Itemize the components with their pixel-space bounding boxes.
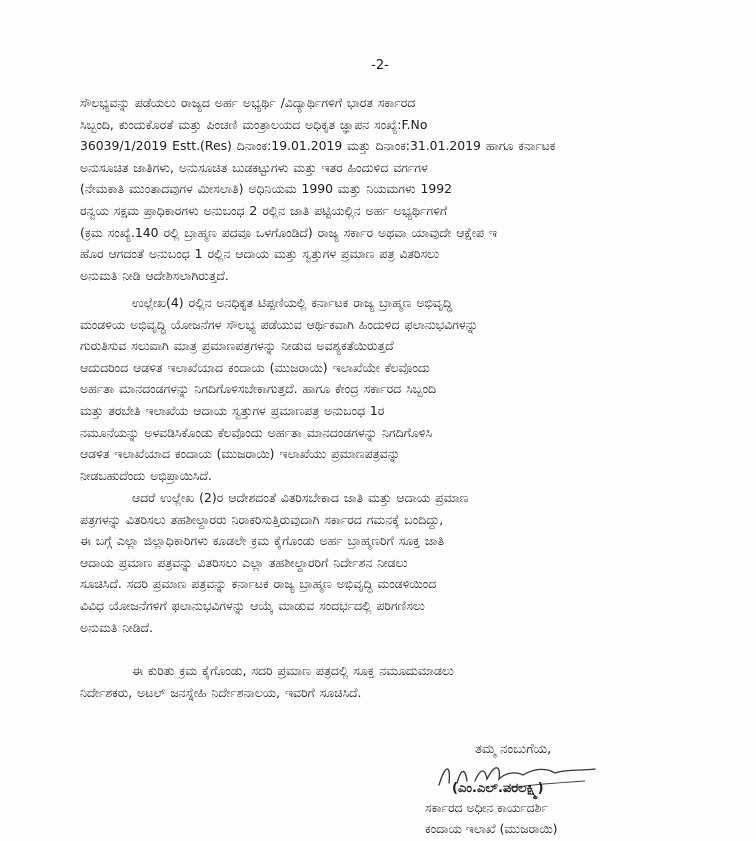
paragraph-line: ಅನುಮತಿ ನೀಡಿದೆ.	[80, 619, 153, 635]
paragraph-line: ಈ ಬಗ್ಗೆ ಎಲ್ಲಾ ಜಿಲ್ಲಾಧಿಕಾರಿಗಳು ಕೂಡಲೇ ಕ್ರಮ ಕೈಗೊಂಡು ಅರ್ಹ ಬ್ರಾಹ್ಮಣರಿಗೆ ಸೂಕ್ತ ಜಾತಿ	[80, 533, 444, 549]
page-number: -2-	[371, 58, 389, 73]
paragraph-4	[80, 660, 690, 703]
paragraph-line: ನಮೂನೆಯನ್ನು ಅಳವಡಿಸಿಕೊಂಡು ಕೆಲವೊಂದು ಅರ್ಹತಾ ಮಾನದಂಡಗಳನ್ನು ನಿಗದಿಗೊಳಿಸಿ	[80, 424, 433, 440]
paragraph-line: ನೀಡಬಹುದೆಂದು ಅಭಿಪ್ರಾಯಿಸಿದೆ.	[80, 467, 212, 483]
signer-department: ಕಂದಾಯ ಇಲಾಖೆ (ಮುಜರಾಯಿ)	[425, 821, 558, 836]
paragraph-line: ಅರ್ಹತಾ ಮಾನದಂಡಗಳನ್ನು ನಿಗದಿಗೊಳಿಸಬೇಕಾಗುತ್ತದೆ. ಹಾಗೂ ಕೇಂದ್ರ ಸರ್ಕಾರದ ಸಿಬ್ಬಂದಿ	[80, 381, 436, 397]
paragraph-line: ಮತ್ತು ತರಬೇತಿ ಇಲಾಖೆಯ ಆದಾಯ ಸ್ವತ್ತುಗಳ ಪ್ರಮಾಣಪತ್ರ ಅನುಬಂಧ 1ರ	[80, 402, 385, 418]
paragraph-line: ಆದರೆ ಉಲ್ಲೇಖ (2)ರ ಆದೇಶದಂತೆ ವಿತರಿಸಬೇಕಾದ ಜಾತಿ ಮತ್ತು ಆದಾಯ ಪ್ರಮಾಣ	[132, 490, 469, 505]
paragraph-line: ಗುರುತಿಸುವ ಸಲುವಾಗಿ ಮಾತ್ರ ಪ್ರಮಾಣಪತ್ರಗಳನ್ನು ನೀಡುವ ಅವಶ್ಯಕತೆಯಿರುತ್ತದೆ	[80, 338, 394, 354]
paragraph-3	[80, 487, 690, 638]
closing-salutation: ತಮ್ಮ ನಂಬುಗೆಯ,	[475, 742, 552, 757]
paragraph-line: ಹೊರ ಆಗದಂತೆ ಅನುಬಂಧ 1 ರಲ್ಲಿನ ಆದಾಯ ಮತ್ತು ಸ್ವತ್ತುಗಳ ಪ್ರಮಾಣ ಪತ್ರ ವಿತರಿಸಲು	[80, 246, 440, 262]
paragraph-line: ಅನುಮತಿ ನೀಡಿ ಆದೇಶಿಸಲಾಗಿರುತ್ತದೆ.	[80, 267, 229, 283]
paragraph-line: ಸೂಚಿಸಿದೆ. ಸದರಿ ಪ್ರಮಾಣ ಪತ್ರವನ್ನು ಕರ್ನಾಟಕ ರಾಜ್ಯ ಬ್ರಾಹ್ಮಣ ಅಭಿವೃದ್ಧಿ ಮಂಡಳಿಯಿಂದ	[80, 576, 437, 592]
paragraph-2	[80, 292, 690, 486]
paragraph-line: ಮಂಡಳಿಯ ಅಭಿವೃದ್ಧಿ ಯೋಜನೆಗಳ ಸೌಲಭ್ಯ ಪಡೆಯುವ ಆರ್ಥಿಕವಾಗಿ ಹಿಂದುಳಿದ ಫಲಾನುಭವಿಗಳನ್ನು	[80, 316, 479, 332]
paragraph-1	[80, 92, 690, 286]
paragraph-line: 36039/1/2019 Estt.(Res) ದಿನಾಂಕ:19.01.2019 ಮತ್ತು ದಿನಾಂಕ:31.01.2019 ಹಾಗೂ ಕರ್ನಾಟಕ	[80, 138, 556, 154]
paragraph-line: ಸೌಲಭ್ಯವನ್ನು ಪಡೆಯಲು ರಾಜ್ಯದ ಅರ್ಹ ಅಭ್ಯರ್ಥಿ /ವಿದ್ಯಾರ್ಥಿಗಳಿಗೆ ಭಾರತ ಸರ್ಕಾರದ	[80, 95, 416, 110]
paragraph-line: ಈ ಕುರಿತು ಕ್ರಮ ಕೈಗೊಂಡು, ಸದರಿ ಪ್ರಮಾಣ ಪತ್ರದಲ್ಲಿ ಸೂಕ್ತ ನಮೂದುಮಾಡಲು	[132, 663, 454, 678]
signer-designation: ಸರ್ಕಾರದ ಅಧೀನ ಕಾರ್ಯದರ್ಶಿ	[425, 800, 548, 815]
paragraph-line: ಆದುದರಿಂದ ಆಡಳಿತ ಇಲಾಖೆಯಾದ ಕಂದಾಯ (ಮುಜರಾಯಿ) ಇಲಾಖೆಯೇ ಕೆಲವೊಂದು	[80, 359, 430, 375]
signer-name: (ಎಂ.ಎಲ್.ವರಲಕ್ಷ್ಮಿ)	[452, 781, 544, 796]
paragraph-line: ಆದಾಯ ಪ್ರಮಾಣ ಪತ್ರವನ್ನು ವಿತರಿಸಲು ಎಲ್ಲಾ ತಹಶೀಲ್ದಾರರಿಗೆ ನಿರ್ದೇಶನ ನೀಡಲು	[80, 554, 408, 570]
paragraph-line: ಸಿಬ್ಬಂದಿ, ಕುಂದುಕೊರತೆ ಮತ್ತು ಪಿಂಚಣಿ ಮಂತ್ರಾಲಯದ ಅಧಿಕೃತ ಜ್ಞಾಪನ ಸಂಖ್ಯೆ:F.No	[80, 116, 428, 132]
paragraph-line: ರನ್ವಯ ಸಕ್ಷಮ ಪ್ರಾಧಿಕಾರಗಳು ಅನುಬಂಧ 2 ರಲ್ಲಿನ ಜಾತಿ ಪಟ್ಟಿಯಲ್ಲಿನ ಅರ್ಹ ಅಭ್ಯರ್ಥಿಗಳಿಗೆ	[80, 202, 448, 218]
paragraph-line: ಪತ್ರಗಳನ್ನು ವಿತರಿಸಲು ತಹಶೀಲ್ದಾರರು ನಿರಾಕರಿಸುತ್ತಿರುವುದಾಗಿ ಸರ್ಕಾರದ ಗಮನಕ್ಕೆ ಬಂದಿದ್ದು,	[80, 511, 444, 527]
paragraph-line: ವಿವಿಧ ಯೋಜನೆಗಳಿಗೆ ಫಲಾನುಭವಿಗಳನ್ನು ಆಯ್ಕೆ ಮಾಡುವ ಸಂದರ್ಭದಲ್ಲಿ ಪರಿಗಣಿಸಲು	[80, 597, 425, 613]
paragraph-line: ಆಡಳಿತ ಇಲಾಖೆಯಾದ ಕಂದಾಯ (ಮುಜರಾಯಿ) ಇಲಾಖೆಯು ಪ್ರಮಾಣಪತ್ರವನ್ನು	[80, 446, 401, 462]
paragraph-line: (ಕ್ರಮ ಸಂಖ್ಯೆ.140 ರಲ್ಲಿ ಬ್ರಾಹ್ಮಣ ಪದವೂ ಒಳಗೊಂಡಿದೆ) ರಾಜ್ಯ ಸರ್ಕಾರ ಅಥವಾ ಯಾವುದೇ ಆಕ್ಷೇಪ ಇ	[80, 224, 497, 240]
paragraph-line: ಉಲ್ಲೇಖ(4) ರಲ್ಲಿನ ಅನಧಿಕೃತ ಟಿಪ್ಪಣಿಯಲ್ಲಿ ಕರ್ನಾಟಕ ರಾಜ್ಯ ಬ್ರಾಹ್ಮಣ ಅಭಿವೃದ್ಧಿ	[132, 295, 453, 310]
paragraph-line: ನಿರ್ದೇಶಕರು, ಅಟಲ್ ಜನಸ್ನೇಹಿ ನಿರ್ದೇಶನಾಲಯ, ಇವರಿಗೆ ಸೂಚಿಸಿದೆ.	[80, 684, 362, 700]
paragraph-line: (ನೇಮಕಾತಿ ಮುಂತಾದವುಗಳ ಮೀಸಲಾತಿ) ಅಧಿನಿಯಮ 1990 ಮತ್ತು ನಿಯಮಗಳು 1992	[80, 181, 452, 197]
paragraph-line: ಅನುಸೂಚಿತ ಜಾತಿಗಳು, ಅನುಸೂಚಿತ ಬುಡಕಟ್ಟುಗಳು ಮತ್ತು ಇತರ ಹಿಂದುಳಿದ ವರ್ಗಗಳ	[80, 159, 428, 175]
